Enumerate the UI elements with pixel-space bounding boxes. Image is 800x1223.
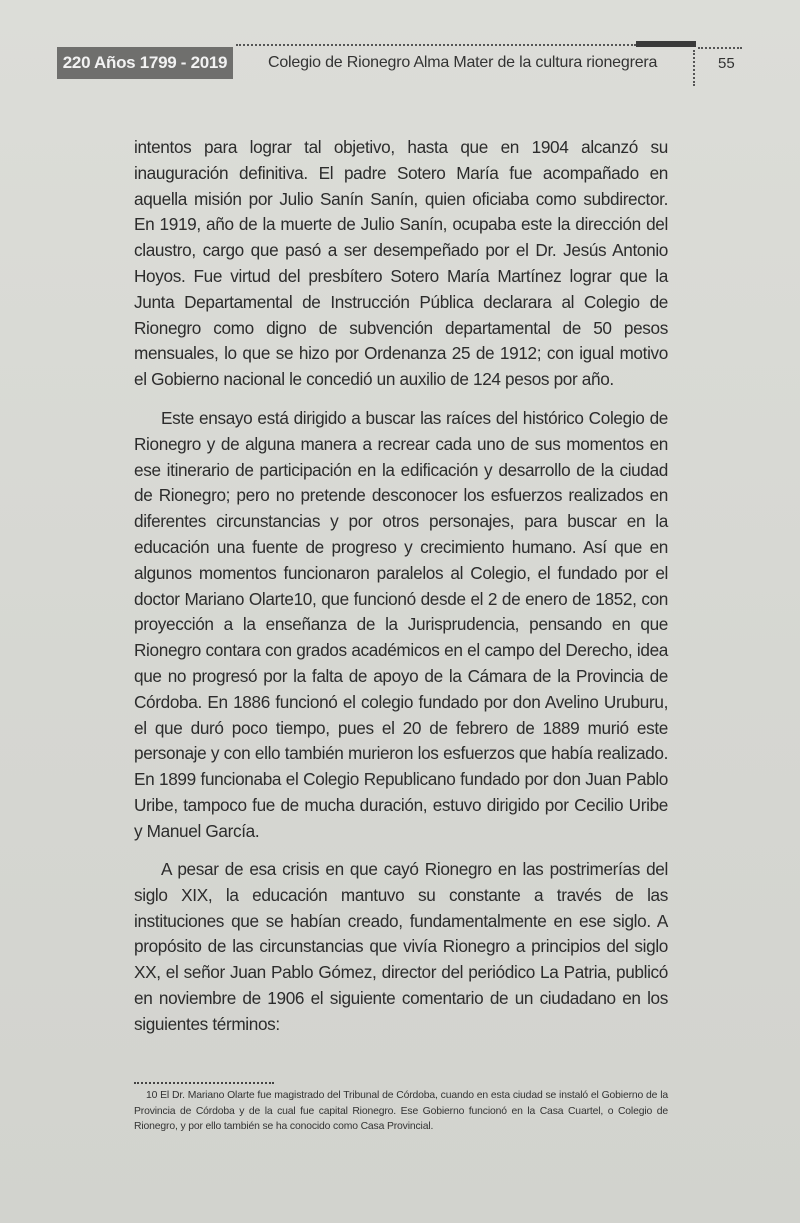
running-title: Colegio de Rionegro Alma Mater de la cultura rionegrera: [268, 54, 658, 71]
page-number: 55: [718, 55, 735, 72]
header-dotted-rule-right: [698, 47, 742, 49]
anniversary-badge: 220 Años 1799 - 2019: [57, 47, 233, 79]
paragraph-1: intentos para lograr tal objetivo, hasta que en 1904 alcanzó su inauguración definitiva. El padre Sotero María fue acompañado en aquella misión por Julio Sanín Sanín, quien oficiaba como subdirector. En 1919, año de la muerte de Julio Sanín, ocupaba este la dirección del claustro, cargo que pasó a ser desempeñado por el Dr. Jesús Antonio Hoyos. Fue virtud del presbítero Sotero María Martínez lograr que la Junta Departamental de Instrucción Pública declarara al Colegio de Rionegro como digno de subvención departamental de 50 pesos mensuales, lo que se hizo por Ordenanza 25 de 1912; con igual motivo el Gobierno nacional le concedió un auxilio de 124 pesos por año.: [134, 137, 668, 390]
paragraph-3: A pesar de esa crisis en que cayó Rionegro en las postrimerías del siglo XIX, la educación mantuvo su constante a través de las instituciones que se habían creado, fundamentalmente en ese siglo. A propósito de las circunstancias que vivía Rionegro a principios del siglo XX, el señor Juan Pablo Gómez, director del periódico La Patria, publicó en noviembre de 1906 el siguiente comentario de un ciudadano en los siguientes términos:: [134, 859, 668, 1034]
header-bar: [636, 41, 696, 47]
footnote-10: 10 El Dr. Mariano Olarte fue magistrado del Tribunal de Córdoba, cuando en esta ciudad se instaló el Gobierno de la Provincia de Córdoba y de la cual fue capital Rionegro. Ese Gobierno funcionó en la Casa Cuartel, o Colegio de Rionegro, y por ello también se ha conocido como Casa Provincial.: [134, 1090, 668, 1133]
header-vertical-dots: [693, 50, 695, 86]
page-header: [0, 40, 800, 90]
footnote-separator: [134, 1082, 274, 1084]
paragraph-2: Este ensayo está dirigido a buscar las raíces del histórico Colegio de Rionegro y de alguna manera a recrear cada uno de sus momentos en ese itinerario de participación en la edificación y desarrollo de la ciudad de Rionegro; pero no pretende desconocer los esfuerzos realizados en diferentes circunstancias y por otros personajes, para buscar en la educación una fuente de progreso y crecimiento humano. Así que en algunos momentos funcionaron paralelos al Colegio, el fundado por el doctor Mariano Olarte10, que funcionó desde el 2 de enero de 1852, con proyección a la enseñanza de la Jurisprudencia, pensando en que Rionegro contara con grados académicos en el campo del Derecho, idea que no progresó por la falta de apoyo de la Cámara de la Provincia de Córdoba. En 1886 funcionó el colegio fundado por don Avelino Uruburu, el que duró poco tiempo, pues el 20 de febrero de 1889 murió este personaje y con ello también murieron los esfuerzos que había realizado. En 1899 funcionaba el Colegio Republicano fundado por don Juan Pablo Uribe, tampoco fue de mucha duración, estuvo dirigido por Cecilio Uribe y Manuel García.: [134, 408, 668, 841]
header-dotted-rule: [236, 44, 636, 46]
